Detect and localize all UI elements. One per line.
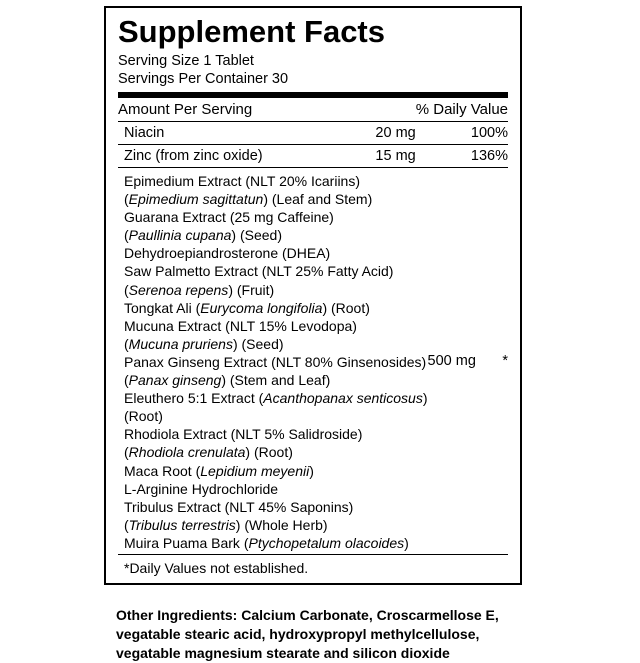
blend-ingredient-list [118, 172, 428, 552]
blend-ingredient: Saw Palmetto Extract (NLT 25% Fatty Acid) [124, 263, 394, 280]
table-row [118, 122, 508, 145]
nutrient-daily-value: 136% [416, 145, 508, 168]
page-title: Supplement Facts [118, 14, 385, 49]
other-ingredients [116, 606, 536, 663]
blend-ingredient: Epimedium Extract (NLT 20% Icariins) [124, 173, 360, 189]
blend-ingredient: (Epimedium sagittatun) (Leaf and Stem) [124, 191, 373, 208]
blend-ingredient: (Paullinia cupana) (Seed) [124, 227, 282, 244]
blend-ingredient: (Root) [124, 408, 163, 425]
blend-ingredient: (Tribulus terrestris) (Whole Herb) [124, 516, 328, 533]
nutrient-amount: 20 mg [338, 122, 416, 145]
column-header-daily-value: % Daily Value [416, 98, 508, 122]
daily-value-footnote: *Daily Values not established. [124, 559, 309, 576]
blend-ingredient: Tribulus Extract (NLT 45% Saponins) [124, 498, 354, 515]
other-ingredients-label: Other Ingredients: [116, 607, 238, 623]
other-ingredients-text: Calcium Carbonate, Croscarmellose E, vegatable stearic acid, hydroxypropyl methylcellulose, vegatable magnesium stearate and silicon dioxide [116, 607, 499, 661]
blend-ingredient: Dehydroepiandrosterone (DHEA) [124, 245, 331, 262]
serving-size: Serving Size 1 Tablet [118, 53, 254, 69]
servings-per-container: Servings Per Container 30 [118, 71, 289, 87]
blend-ingredient: L-Arginine Hydrochloride [124, 480, 279, 497]
nutrient-name: Zinc (from zinc oxide) [118, 145, 338, 168]
supplement-facts-panel [104, 6, 522, 585]
column-header-amount: Amount Per Serving [118, 98, 338, 122]
blend-ingredient: Maca Root (Lepidium meyenii) [124, 462, 314, 479]
blend-ingredient: Mucuna Extract (NLT 15% Levodopa) [124, 317, 357, 334]
nutrient-daily-value: 100% [416, 122, 508, 145]
blend-ingredient: Eleuthero 5:1 Extract (Acanthopanax senticosus) [124, 390, 428, 407]
blend-ingredient: Rhodiola Extract (NLT 5% Salidroside) [124, 426, 363, 443]
nutrient-amount: 15 mg [338, 145, 416, 168]
nutrition-table [118, 98, 508, 168]
blend-ingredient: Guarana Extract (25 mg Caffeine) [124, 209, 334, 226]
table-row [118, 145, 508, 168]
blend-ingredient: Tongkat Ali (Eurycoma longifolia) (Root) [124, 299, 370, 316]
column-header-spacer [338, 98, 416, 122]
blend-ingredient: (Serenoa repens) (Fruit) [124, 281, 275, 298]
blend-ingredient: Muira Puama Bark (Ptychopetalum olacoides) [124, 534, 409, 551]
nutrient-name: Niacin [118, 122, 338, 145]
blend-ingredient: (Panax ginseng) (Stem and Leaf) [124, 372, 331, 389]
blend-ingredient: (Rhodiola crenulata) (Root) [124, 444, 293, 461]
table-header-row [118, 98, 508, 122]
blend-ingredient: (Mucuna pruriens) (Seed) [124, 335, 284, 352]
proprietary-blend [118, 168, 508, 554]
blend-amount: 500 mg [427, 352, 476, 369]
blend-ingredient: Panax Ginseng Extract (NLT 80% Ginsenosides) [124, 353, 427, 370]
blend-daily-value: * [502, 352, 508, 369]
